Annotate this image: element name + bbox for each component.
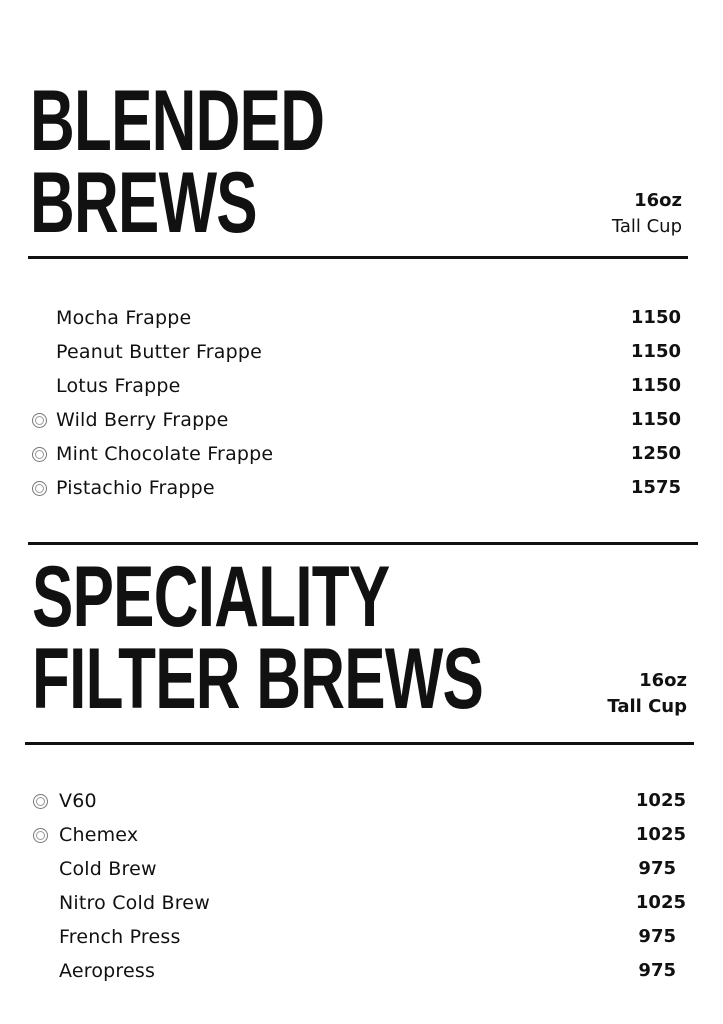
list-item (30, 886, 690, 920)
list-item (30, 818, 690, 852)
item-price: 975 (638, 858, 676, 879)
item-name: Nitro Cold Brew (59, 892, 210, 914)
list-item (30, 954, 690, 988)
item-name: Aeropress (59, 960, 156, 982)
list-item (30, 335, 686, 369)
title-line: BREWS (30, 155, 257, 251)
list-item (30, 920, 690, 954)
title-line: FILTER BREWS (32, 631, 484, 727)
item-price: 1575 (630, 477, 681, 498)
vegan-badge-icon (33, 794, 48, 809)
item-name: French Press (59, 926, 181, 948)
menu-list (30, 784, 690, 988)
vegan-badge-icon (33, 828, 48, 843)
item-name: Pistachio Frappe (56, 477, 215, 499)
section-divider (28, 542, 698, 545)
list-item (30, 301, 686, 335)
list-item (30, 369, 686, 403)
item-name: V60 (59, 790, 97, 812)
title-line: SPECIALITY (32, 549, 390, 645)
title-line: BLENDED (30, 73, 325, 169)
item-name: Mocha Frappe (56, 307, 192, 329)
item-price: 1150 (630, 409, 681, 430)
list-item (30, 471, 686, 505)
list-item (30, 784, 690, 818)
section-title (30, 73, 439, 251)
item-name: Wild Berry Frappe (56, 409, 229, 431)
size-label (607, 668, 687, 720)
item-price: 975 (638, 926, 676, 947)
item-name: Cold Brew (59, 858, 157, 880)
section-divider (28, 256, 688, 259)
list-item (30, 852, 690, 886)
list-item (30, 403, 686, 437)
size-amount: 16oz (639, 670, 687, 691)
item-price: 1025 (635, 824, 686, 845)
vegan-badge-icon (32, 447, 47, 462)
size-label (612, 188, 682, 240)
item-price: 975 (638, 960, 676, 981)
vegan-badge-icon (32, 413, 47, 428)
item-price: 1025 (635, 892, 686, 913)
vegan-badge-icon (32, 481, 47, 496)
section-title (32, 549, 659, 727)
menu-list (30, 301, 686, 505)
item-name: Chemex (59, 824, 139, 846)
size-cup: Tall Cup (607, 696, 687, 717)
item-price: 1250 (630, 443, 681, 464)
item-price: 1150 (630, 307, 681, 328)
section-divider (25, 742, 694, 745)
item-price: 1150 (630, 341, 681, 362)
list-item (30, 437, 686, 471)
item-name: Peanut Butter Frappe (56, 341, 263, 363)
item-price: 1025 (635, 790, 686, 811)
size-cup: Tall Cup (611, 216, 682, 237)
item-price: 1150 (630, 375, 681, 396)
item-name: Lotus Frappe (56, 375, 181, 397)
size-amount: 16oz (634, 190, 682, 211)
item-name: Mint Chocolate Frappe (56, 443, 274, 465)
